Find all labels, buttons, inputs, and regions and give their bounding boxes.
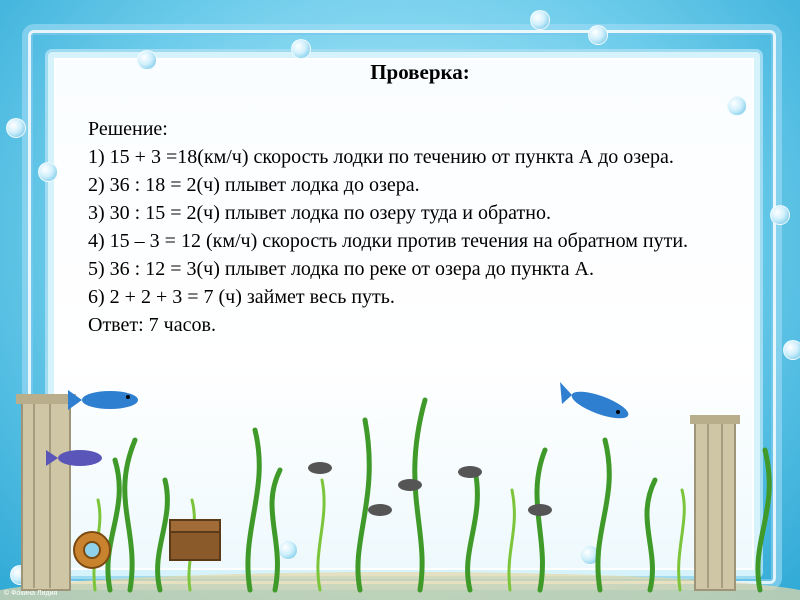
copyright-text: © Фокина Лидия: [4, 590, 58, 597]
solution-line-5: 5) 36 : 12 = 3(ч) плывет лодка по реке от озера до пункта А.: [88, 258, 594, 280]
answer-line: Ответ: 7 часов.: [88, 314, 216, 336]
bubble-icon: [588, 25, 608, 45]
bubble-icon: [530, 10, 550, 30]
aquarium-decoration: [0, 360, 800, 600]
column-icon: [690, 415, 740, 590]
diving-helmet-icon: [74, 532, 110, 568]
solution-heading: Решение:: [88, 118, 168, 140]
bubble-icon: [770, 205, 790, 225]
solution-line-1: 1) 15 + 3 =18(км/ч) скорость лодки по течению от пункта А до озера.: [88, 146, 674, 168]
solution-line-2: 2) 36 : 18 = 2(ч) плывет лодка до озера.: [88, 174, 420, 196]
seaweed-icon: [108, 400, 769, 590]
slide-title: Проверка:: [370, 60, 470, 84]
solution-line-4: 4) 15 – 3 = 12 (км/ч) скорость лодки против течения на обратном пути.: [88, 230, 689, 252]
solution-line-3: 3) 30 : 15 = 2(ч) плывет лодка по озеру туда и обратно.: [88, 202, 551, 224]
bubble-icon: [6, 118, 26, 138]
bubble-icon: [291, 39, 311, 59]
column-icon: [16, 394, 76, 590]
slide-content: [88, 60, 728, 339]
bubble-icon: [38, 162, 58, 182]
bubble-icon: [727, 96, 747, 116]
chest-icon: [170, 520, 220, 560]
fish-icon: [68, 390, 138, 410]
fish-icon: [560, 382, 631, 424]
bubble-icon: [783, 340, 800, 360]
solution-line-6: 6) 2 + 2 + 3 = 7 (ч) займет весь путь.: [88, 286, 395, 308]
